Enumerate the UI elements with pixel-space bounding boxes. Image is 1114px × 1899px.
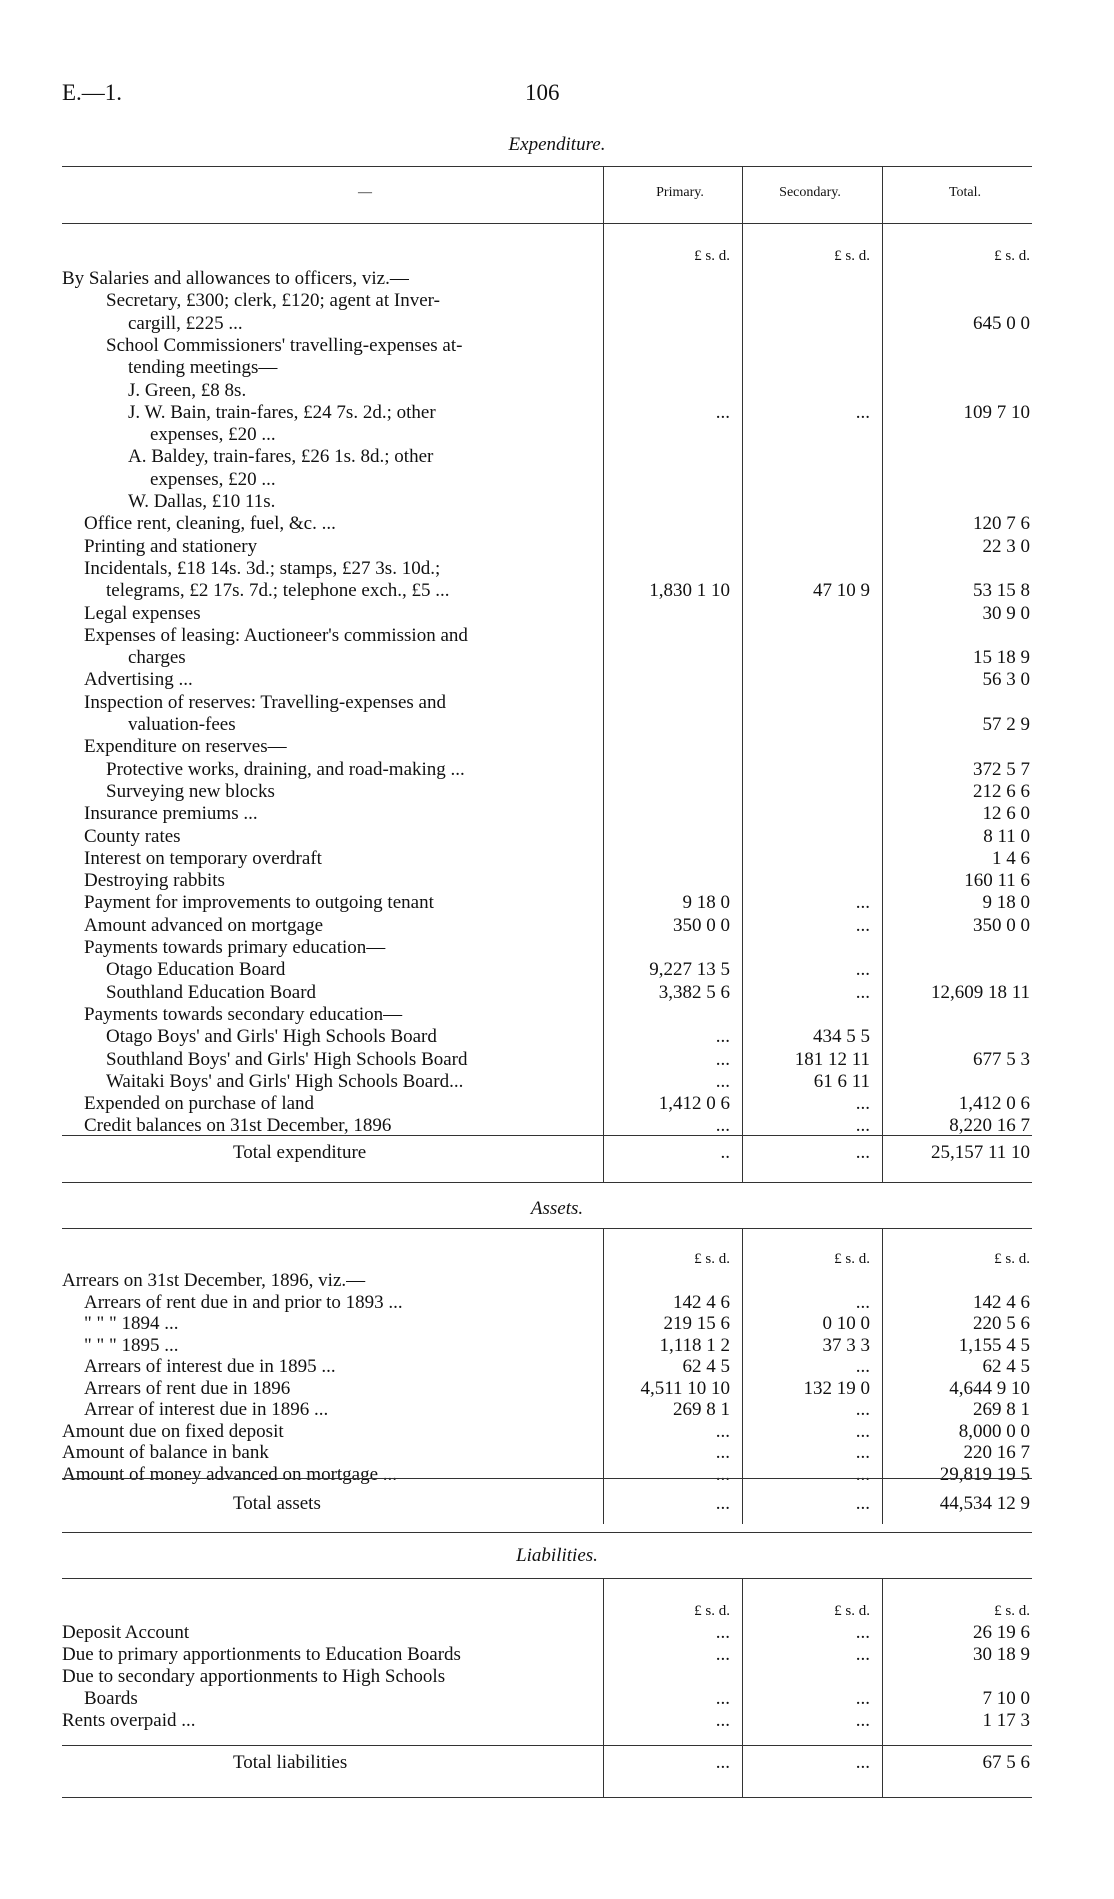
assets-units-row <box>0 1248 1114 1270</box>
cell-secondary: ... <box>855 1710 870 1731</box>
row-label: J. Green, £8 8s. <box>128 379 247 401</box>
row-label: Expended on purchase of land <box>84 1093 315 1115</box>
table-row <box>0 513 1114 535</box>
table-row <box>0 1622 1114 1644</box>
table-row <box>0 313 1114 335</box>
cell-total: 220 16 7 <box>963 1442 1030 1463</box>
table-row <box>0 826 1114 848</box>
table-row <box>0 781 1114 803</box>
row-label: Legal expenses <box>84 602 201 624</box>
row-label: Waitaki Boys' and Girls' High Schools Board... <box>106 1070 464 1092</box>
row-label: valuation-fees <box>128 714 236 735</box>
row-label: Amount of balance in bank <box>62 1442 269 1463</box>
cell-total: 53 15 8 <box>973 580 1030 602</box>
expenditure-units-secondary: £ s. d. <box>834 248 870 264</box>
table-row <box>0 1270 1114 1292</box>
row-label: charges <box>128 647 186 669</box>
document-reference: E.—1. <box>62 80 123 105</box>
cell-primary: 1,830 1 10 <box>649 580 730 602</box>
row-label: Otago Education Board <box>106 959 286 981</box>
assets-top-rule <box>62 1228 1032 1229</box>
row-label: Payment for improvements to outgoing tenant <box>84 892 434 914</box>
row-label: expenses, £20 ... <box>150 468 276 490</box>
row-label: Credit balances on 31st December, 1896 <box>84 1115 392 1137</box>
cell-total: 30 18 9 <box>973 1644 1030 1665</box>
row-label: Otago Boys' and Girls' High Schools Board <box>106 1026 437 1048</box>
cell-total: 30 9 0 <box>982 602 1030 624</box>
cell-total: 22 3 0 <box>982 535 1030 557</box>
cell-primary: 269 8 1 <box>673 1399 730 1420</box>
total-expenditure-row <box>0 1142 1114 1164</box>
table-row <box>0 736 1114 758</box>
cell-total: 120 7 6 <box>973 513 1030 535</box>
row-label: Due to secondary apportionments to High Schools <box>62 1666 446 1687</box>
liabilities-top-rule <box>62 1578 1032 1579</box>
table-row <box>0 1688 1114 1710</box>
cell-secondary: 0 10 0 <box>822 1313 870 1334</box>
table-row <box>0 1356 1114 1378</box>
cell-secondary: 434 5 5 <box>813 1026 870 1048</box>
cell-primary: ... <box>715 1710 730 1731</box>
table-row <box>0 1442 1114 1464</box>
cell-primary: 219 15 6 <box>663 1313 730 1334</box>
cell-primary: ... <box>715 1622 730 1643</box>
expenditure-units-row <box>0 245 1114 267</box>
cell-total: 645 0 0 <box>973 312 1030 334</box>
table-row <box>0 469 1114 491</box>
cell-secondary: ... <box>855 1399 870 1420</box>
cell-total: 1 17 3 <box>982 1710 1030 1731</box>
table-row <box>0 424 1114 446</box>
table-row <box>0 1710 1114 1732</box>
row-label: Arrears of rent due in 1896 <box>84 1377 291 1399</box>
row-label: Rents overpaid ... <box>62 1710 196 1731</box>
table-row <box>0 848 1114 870</box>
cell-primary: 350 0 0 <box>673 914 730 936</box>
assets-units-primary: £ s. d. <box>694 1251 730 1267</box>
row-label: Interest on temporary overdraft <box>84 847 322 869</box>
table-row <box>0 268 1114 290</box>
table-row <box>0 380 1114 402</box>
row-label: School Commissioners' travelling-expenses at- <box>106 334 463 356</box>
table-row <box>0 1421 1114 1443</box>
row-label: Protective works, draining, and road-making ... <box>106 758 465 780</box>
total-assets-primary: ... <box>715 1493 730 1514</box>
table-row <box>0 759 1114 781</box>
cell-primary: ... <box>715 401 730 423</box>
row-label: Expenses of leasing: Auctioneer's commission and <box>84 624 468 646</box>
cell-total: 1 4 6 <box>992 847 1030 869</box>
row-label: " " " 1894 ... <box>84 1313 179 1334</box>
row-label: Arrear of interest due in 1896 ... <box>84 1399 329 1420</box>
cell-secondary: ... <box>855 914 870 936</box>
total-assets-label: Total assets <box>233 1493 321 1514</box>
table-row <box>0 402 1114 424</box>
cell-total: 1,412 0 6 <box>958 1093 1030 1115</box>
cell-primary: 3,382 5 6 <box>658 981 730 1003</box>
table-row <box>0 491 1114 513</box>
cell-secondary: ... <box>855 1463 870 1485</box>
row-label: telegrams, £2 17s. 7d.; telephone exch., £5 ... <box>106 580 450 602</box>
cell-total: 109 7 10 <box>963 401 1030 423</box>
cell-secondary: 37 3 3 <box>822 1334 870 1356</box>
cell-total: 7 10 0 <box>982 1688 1030 1709</box>
table-row <box>0 603 1114 625</box>
cell-primary: ... <box>715 1026 730 1048</box>
row-label: J. W. Bain, train-fares, £24 7s. 2d.; other <box>128 401 436 423</box>
table-row <box>0 1004 1114 1026</box>
liabilities-units-total: £ s. d. <box>994 1603 1030 1619</box>
table-row <box>0 335 1114 357</box>
table-row <box>0 1026 1114 1048</box>
cell-secondary: ... <box>855 1622 870 1643</box>
table-row <box>0 536 1114 558</box>
liabilities-units-row <box>0 1600 1114 1622</box>
row-label: Southland Boys' and Girls' High Schools Board <box>106 1048 468 1070</box>
cell-total: 8 11 0 <box>983 825 1030 847</box>
table-row <box>0 1378 1114 1400</box>
row-label: W. Dallas, £10 11s. <box>128 491 276 512</box>
table-row <box>0 1292 1114 1314</box>
table-row <box>0 446 1114 468</box>
column-head-primary: Primary. <box>656 185 704 200</box>
table-row <box>0 558 1114 580</box>
row-label: " " " 1895 ... <box>84 1334 179 1356</box>
cell-total: 142 4 6 <box>973 1291 1030 1313</box>
row-label: Office rent, cleaning, fuel, &c. ... <box>84 513 336 535</box>
table-row <box>0 1049 1114 1071</box>
cell-secondary: ... <box>855 1356 870 1377</box>
cell-secondary: 132 19 0 <box>803 1377 870 1399</box>
table-row <box>0 669 1114 691</box>
table-row <box>0 1399 1114 1421</box>
cell-secondary: ... <box>855 1420 870 1442</box>
table-top-rule <box>62 166 1032 167</box>
cell-primary: ... <box>715 1463 730 1485</box>
cell-total: 12 6 0 <box>982 803 1030 825</box>
row-label: Incidentals, £18 14s. 3d.; stamps, £27 3s. 10d.; <box>84 557 441 579</box>
row-label: Amount advanced on mortgage <box>84 914 324 936</box>
cell-secondary: ... <box>855 959 870 981</box>
total-expenditure-total: 25,157 11 10 <box>930 1142 1030 1163</box>
cell-secondary: ... <box>855 401 870 423</box>
cell-secondary: ... <box>855 1115 870 1137</box>
liabilities-title: Liabilities. <box>516 1545 598 1566</box>
section-end-rule <box>62 1532 1032 1533</box>
cell-secondary: ... <box>855 1291 870 1313</box>
cell-total: 372 5 7 <box>973 758 1030 780</box>
row-label: Amount of money advanced on mortgage ... <box>62 1463 398 1485</box>
assets-units-secondary: £ s. d. <box>834 1251 870 1267</box>
row-label: Secretary, £300; clerk, £120; agent at Inver- <box>106 290 440 312</box>
row-label: Arrears of interest due in 1895 ... <box>84 1356 336 1377</box>
table-row <box>0 1464 1114 1486</box>
row-label: Inspection of reserves: Travelling-expenses and <box>84 691 446 713</box>
table-row <box>0 692 1114 714</box>
table-row <box>0 1071 1114 1093</box>
table-row <box>0 714 1114 736</box>
table-row <box>0 959 1114 981</box>
cell-total: 160 11 6 <box>964 870 1030 892</box>
cell-total: 220 5 6 <box>973 1313 1030 1334</box>
table-row <box>0 1335 1114 1357</box>
header-bottom-rule <box>62 223 1032 224</box>
cell-primary: 9 18 0 <box>682 892 730 914</box>
cell-total: 1,155 4 5 <box>958 1334 1030 1356</box>
cell-total: 56 3 0 <box>982 669 1030 691</box>
table-row <box>0 1644 1114 1666</box>
row-label: Insurance premiums ... <box>84 803 258 825</box>
row-label: A. Baldey, train-fares, £26 1s. 8d.; other <box>128 446 434 468</box>
row-label: Due to primary apportionments to Education Boards <box>62 1644 461 1665</box>
cell-total: 26 19 6 <box>973 1622 1030 1643</box>
total-expenditure-secondary: ... <box>855 1142 870 1163</box>
cell-total: 29,819 19 5 <box>939 1463 1030 1485</box>
cell-secondary: ... <box>855 1442 870 1463</box>
cell-total: 269 8 1 <box>973 1399 1030 1420</box>
cell-secondary: 181 12 11 <box>794 1048 870 1070</box>
cell-secondary: ... <box>855 1644 870 1665</box>
assets-units-total: £ s. d. <box>994 1251 1030 1267</box>
cell-primary: 9,227 13 5 <box>649 959 730 981</box>
liabilities-units-secondary: £ s. d. <box>834 1603 870 1619</box>
table-row <box>0 892 1114 914</box>
table-row <box>0 982 1114 1004</box>
row-label: Deposit Account <box>62 1622 190 1643</box>
cell-secondary: 47 10 9 <box>813 580 870 602</box>
cell-primary: 1,412 0 6 <box>658 1093 730 1115</box>
cell-primary: ... <box>715 1070 730 1092</box>
row-label: Boards <box>84 1688 138 1709</box>
row-label: Payments towards primary education— <box>84 937 386 958</box>
row-label: Printing and stationery <box>84 535 258 557</box>
row-label: Payments towards secondary education— <box>84 1003 403 1025</box>
row-label: Advertising ... <box>84 669 193 691</box>
cell-primary: ... <box>715 1644 730 1665</box>
cell-total: 9 18 0 <box>982 892 1030 914</box>
total-liabilities-primary: ... <box>715 1752 730 1773</box>
cell-primary: 1,118 1 2 <box>659 1334 730 1356</box>
cell-total: 8,220 16 7 <box>949 1115 1030 1137</box>
table-row <box>0 1313 1114 1335</box>
cell-primary: ... <box>715 1048 730 1070</box>
total-liabilities-secondary: ... <box>855 1752 870 1773</box>
table-row <box>0 580 1114 602</box>
liabilities-units-primary: £ s. d. <box>694 1603 730 1619</box>
row-label: Arrears on 31st December, 1896, viz.— <box>62 1270 366 1291</box>
row-label: Expenditure on reserves— <box>84 736 287 758</box>
cell-total: 12,609 18 11 <box>930 981 1030 1003</box>
row-label: Southland Education Board <box>106 981 317 1003</box>
row-label: Destroying rabbits <box>84 870 225 892</box>
row-label: cargill, £225 ... <box>128 312 243 334</box>
total-rule <box>62 1478 1032 1479</box>
cell-primary: ... <box>715 1442 730 1463</box>
table-row <box>0 1666 1114 1688</box>
cell-primary: 142 4 6 <box>673 1291 730 1313</box>
table-row <box>0 803 1114 825</box>
cell-primary: 62 4 5 <box>682 1356 730 1377</box>
total-liabilities-total: 67 5 6 <box>982 1752 1030 1773</box>
cell-total: 677 5 3 <box>973 1048 1030 1070</box>
column-head-dash: — <box>358 185 372 200</box>
total-expenditure-label: Total expenditure <box>233 1142 367 1163</box>
page-number: 106 <box>525 80 560 105</box>
table-row <box>0 870 1114 892</box>
assets-title: Assets. <box>530 1198 584 1219</box>
table-row <box>0 625 1114 647</box>
total-assets-total: 44,534 12 9 <box>939 1493 1030 1514</box>
row-label: County rates <box>84 825 181 847</box>
row-label: Arrears of rent due in and prior to 1893 ... <box>84 1291 403 1313</box>
row-label: Surveying new blocks <box>106 780 275 802</box>
table-row <box>0 647 1114 669</box>
cell-primary: ... <box>715 1115 730 1137</box>
cell-secondary: 61 6 11 <box>813 1070 870 1092</box>
expenditure-units-primary: £ s. d. <box>694 248 730 264</box>
total-expenditure-primary: .. <box>720 1142 730 1163</box>
total-assets-secondary: ... <box>855 1493 870 1514</box>
cell-total: 8,000 0 0 <box>958 1420 1030 1442</box>
cell-secondary: ... <box>855 1093 870 1115</box>
cell-total: 212 6 6 <box>973 780 1030 802</box>
cell-total: 4,644 9 10 <box>949 1377 1030 1399</box>
table-row <box>0 1093 1114 1115</box>
total-rule <box>62 1135 1032 1136</box>
row-label: Amount due on fixed deposit <box>62 1420 284 1442</box>
cell-secondary: ... <box>855 1688 870 1709</box>
cell-total: 350 0 0 <box>973 914 1030 936</box>
total-liabilities-row <box>0 1752 1114 1774</box>
cell-secondary: ... <box>855 981 870 1003</box>
column-head-total: Total. <box>948 185 982 200</box>
row-label: By Salaries and allowances to officers, viz.— <box>62 268 409 289</box>
table-row <box>0 357 1114 379</box>
total-liabilities-label: Total liabilities <box>233 1752 348 1773</box>
column-head-secondary: Secondary. <box>779 185 841 200</box>
section-end-rule <box>62 1797 1032 1798</box>
cell-total: 57 2 9 <box>982 714 1030 735</box>
cell-total: 62 4 5 <box>982 1356 1030 1377</box>
cell-primary: 4,511 10 10 <box>640 1377 730 1399</box>
expenditure-units-total: £ s. d. <box>994 248 1030 264</box>
row-label: expenses, £20 ... <box>150 424 276 446</box>
table-row <box>0 290 1114 312</box>
total-assets-row <box>0 1493 1114 1515</box>
cell-secondary: ... <box>855 892 870 914</box>
cell-total: 15 18 9 <box>973 647 1030 669</box>
row-label: tending meetings— <box>128 357 278 379</box>
section-end-rule <box>62 1182 1032 1183</box>
expenditure-title: Expenditure. <box>508 134 606 155</box>
table-row <box>0 937 1114 959</box>
cell-primary: ... <box>715 1688 730 1709</box>
table-row <box>0 915 1114 937</box>
total-rule <box>62 1745 1032 1746</box>
cell-primary: ... <box>715 1420 730 1442</box>
